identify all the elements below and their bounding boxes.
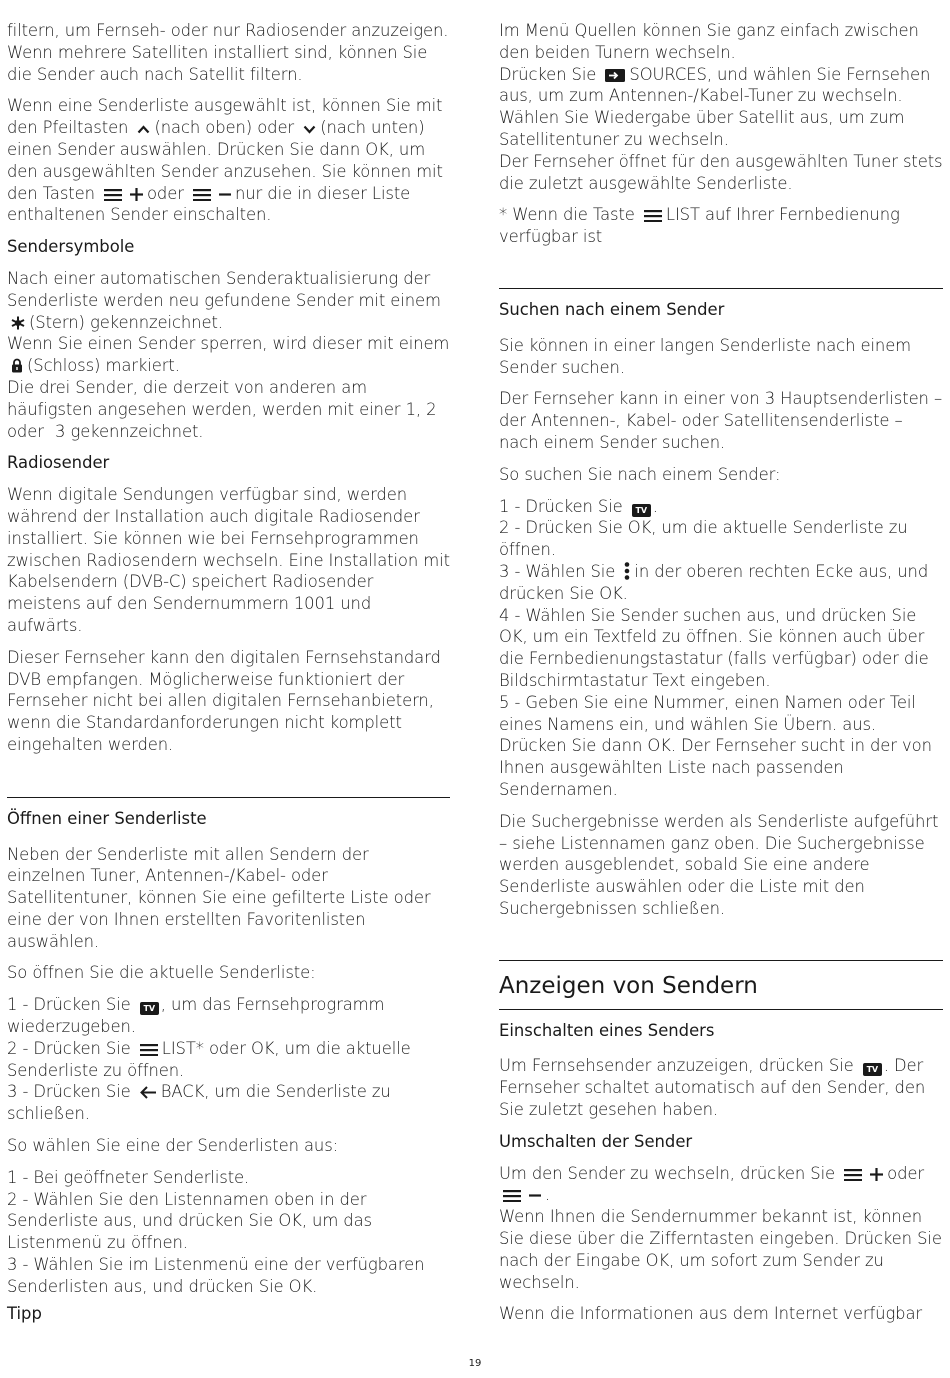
tv-key-icon: TV [140,1002,159,1015]
text: aus, um zum Satellitentuner zu wechseln. [499,108,905,149]
step-text: . Der Fernseher sucht in der von Ihnen ausgewählten Liste nach passenden Sendernamen. [499,736,932,799]
text: Der Fernseher öffnet für den ausgewählten Tuner stets die zuletzt ausgewählte Senderliste. [499,151,943,193]
chevron-up-icon [137,124,150,135]
text: nur die in dieser Liste enthaltenen Sender einschalten. [7,183,411,225]
sources-icon [605,69,625,82]
chapter-divider [499,960,943,961]
text: Wenn eine Senderliste ausgewählt ist, können Sie mit den Pfeiltasten [7,96,443,138]
section-divider [499,288,943,289]
paragraph: Neben der Senderliste mit allen Sendern der einzelnen Tuner, Antennen-/Kabel- oder Satellitentuner, können Sie eine gefilterte Liste oder eine der von Ihnen erstellten Favoritenlisten auswählen. [7,844,431,951]
step-text: , um die Senderliste zu schließen. [7,1082,391,1124]
text: (nach oben) oder [154,118,295,138]
list-icon [140,1044,158,1056]
left-column [7,20,450,1334]
list-icon [844,1169,862,1181]
text: (Stern) gekennzeichnet. [29,312,223,332]
menu-option: Sender suchen [620,605,742,625]
ok-key-label: OK [278,1211,302,1231]
text: Um Fernsehsender anzuzeigen, drücken Sie [499,1056,854,1076]
list-icon [503,1190,521,1202]
paragraph: Der Fernseher kann in einer von 3 Hauptsenderlisten – der Antennen-, Kabel- oder Satellitensenderliste – nach einem Sender suchen. [499,389,943,452]
step-text: . [622,583,628,603]
step-text: , um das Fernsehprogramm wiederzugeben. [7,995,385,1037]
text: oder [7,421,44,441]
section-heading-switch-on: Einschalten eines Senders [499,1020,715,1040]
text: Wenn Sie einen Sender sperren, wird dieser mit einem [7,334,450,354]
text: Drücken Sie [499,64,597,84]
ok-key-label: OK [250,1038,275,1058]
text: , um den ausgewählten Sender anzusehen. Sie können mit den Tasten [7,139,443,203]
text: (Schloss) markiert. [27,356,180,376]
paragraph-switch-on [499,1055,943,1120]
key-label: SOURCES [629,64,707,84]
step-text: 3 - Wählen Sie [499,561,616,581]
ok-key-label: OK [627,518,652,538]
text: , und wählen Sie [706,64,842,84]
paragraph: filtern, um Fernseh- oder nur Radiosender anzuzeigen. Wenn mehrere Satelliten installiert sind, können Sie die Sender auch nach Satellit filtern. [7,21,449,84]
step-text: , um die aktuelle Senderliste zu öffnen. [7,1038,411,1080]
ok-key-label: OK [645,1250,670,1270]
step-text: aus. [842,714,877,734]
plus-icon [130,188,143,201]
section-heading-symbols: Sendersymbole [7,237,135,257]
key-label: BACK [160,1082,205,1102]
menu-option: Fernsehen [846,64,931,84]
step-text: 3 - Wählen Sie im Listenmenü eine der verfügbaren Senderlisten aus, und drücken Sie [7,1255,425,1296]
step-text: 1 - Bei geöffneter Senderliste. [7,1167,250,1187]
key-label: LIST* [161,1038,204,1058]
tip-heading: Tipp [7,1303,42,1323]
tv-key-icon: TV [863,1063,882,1076]
step-text: 3 - Drücken Sie [7,1082,131,1102]
paragraph-sources [499,20,943,194]
tv-key-icon: TV [632,504,651,517]
section-heading-search: Suchen nach einem Sender [499,299,725,319]
list-icon [644,210,662,222]
paragraph: Wenn die Informationen aus dem Internet verfügbar [499,1304,923,1324]
list-icon [193,189,211,201]
plus-icon [870,1168,883,1181]
menu-name: Quellen [574,21,637,40]
step-text: 2 - Drücken Sie [499,518,623,538]
section-divider [7,797,450,798]
text: . Der Fernseher schaltet automatisch auf den Sender, den Sie zuletzt gesehen haben. [499,1056,926,1120]
section-divider [499,1009,943,1010]
text: aus, um zum Antennen-/Kabel-Tuner zu wechseln. Wählen Sie [499,86,903,128]
menu-option: Übern. [783,714,838,734]
paragraph-switch-channel [499,1163,943,1294]
ok-key-label: OK [647,736,671,756]
rank-label-3: 3 [54,421,66,441]
section-heading-switch-channel: Umschalten der Sender [499,1131,693,1151]
page-number: 19 [468,1358,482,1369]
text: Nach einer automatischen Senderaktualisierung der Senderliste werden neu gefundene Sender mit einem [7,268,441,310]
step-text: . [312,1276,318,1296]
minus-icon [219,188,231,201]
step-text: 2 - Drücken Sie [7,1038,131,1058]
paragraph-arrow-keys [7,95,450,226]
paragraph: Die Suchergebnisse werden als Senderliste aufgeführt – siehe Listennamen ganz oben. Die Suchergebnisse werden ausgeblendet, sobald Sie eine andere Senderliste auswählen oder die Liste mit den Suchergebnissen schließen. [499,811,939,918]
text: oder [147,183,184,203]
chevron-down-icon [303,124,316,135]
text: . [545,1185,551,1205]
text: (nach unten) einen Sender auswählen. Drücken Sie dann [7,118,425,159]
steps-open-list [7,994,450,1125]
step-text: Drücken Sie dann [499,736,643,756]
step-text: . [652,496,658,516]
step-text: , um das Listenmenü zu öffnen. [7,1211,372,1253]
key-label: LIST [665,205,700,225]
paragraph: Dieser Fernseher kann den digitalen Fernsehstandard DVB empfangen. Möglicherweise funktioniert der Fernseher nicht bei allen digitalen Fernsehanbietern, wenn die Standardanforderungen nicht komplett eingehalten werden. [7,647,441,754]
text: , um sofort zum Sender zu wechseln. [499,1250,884,1292]
ok-key-label: OK [288,1276,313,1296]
step-text: 2 - Wählen Sie den Listennamen oben in der Senderliste aus, und drücken Sie [7,1189,367,1231]
rank-label-2: 2 [426,399,437,419]
paragraph: So wählen Sie eine der Senderlisten aus: [7,1136,339,1156]
step-text: 5 - Geben Sie eine Nummer, einen Namen oder Teil eines Namens ein, und wählen Sie [499,692,916,734]
text: Um den Sender zu wechseln, drücken Sie [499,1163,836,1183]
text: oder [887,1163,925,1183]
star-icon [11,316,25,330]
text: auf Ihrer Fernbedienung verfügbar ist [499,205,900,247]
step-text: aus, und drücken Sie [746,605,917,625]
step-text: oder [208,1038,246,1058]
rank-label-1: 1 [405,399,416,419]
footnote [499,204,943,248]
paragraph: So öffnen Sie die aktuelle Senderliste: [7,963,316,983]
chapter-title: Anzeigen von Sendern [499,972,758,999]
text: können Sie ganz einfach zwischen den beiden Tunern wechseln. [499,21,919,62]
right-column [499,20,943,1325]
step-text: in der oberen rechten Ecke aus, und drücken Sie [499,561,929,603]
paragraph-symbols: Nach einer automatischen Senderaktualisierung der Senderliste werden neu gefundene Sender mit einem (Stern) gekennzeichnet. Wenn Sie einen Sender sperren, wird dieser mit einem (Schloss) markiert. Die drei Sender, die derzeit von anderen am häufigsten angesehen werden, werden mit einer 1, 2 oder 3 gekennzeichnet. [7,268,450,441]
section-heading-radio: Radiosender [7,453,110,473]
step-text: 1 - Drücken Sie [7,995,131,1015]
text: Die drei Sender, die derzeit von anderen am häufigsten angesehen werden, werden mit einer [7,377,401,419]
more-options-icon [624,562,630,580]
text: Wenn Ihnen die Sendernummer bekannt ist, können Sie diese über die Zifferntasten eingeben. Drücken Sie nach der Eingabe [499,1207,942,1270]
step-text: 4 - Wählen Sie [499,605,616,625]
list-icon [104,189,122,201]
ok-key-label: OK [499,627,523,647]
steps-select-list [7,1167,450,1298]
paragraph: So suchen Sie nach einem Sender: [499,464,781,484]
paragraph: Wenn digitale Sendungen verfügbar sind, werden während der Installation auch digitale Radiosender installiert. Sie können wie bei Fernsehprogrammen zwischen Radiosendern wechseln. Eine Installation mit Kabelsendern (DVB-C) speichert Radiosender meistens auf den Sendernummern 1001 und aufwärts. [7,485,450,635]
back-arrow-icon [140,1086,157,1099]
section-heading-open-list: Öffnen einer Senderliste [7,808,207,828]
step-text: , um ein Textfeld zu öffnen. Sie können auch über die Fernbedienungstastatur (falls verfügbar) oder die Bildschirmtastatur Text eingeben. [499,627,929,690]
step-text: , um die aktuelle Senderliste zu öffnen. [499,518,908,560]
ok-key-label: OK [365,139,389,159]
step-text: 1 - Drücken Sie [499,496,623,516]
ok-key-label: OK [599,583,623,603]
text: * Wenn die Taste [499,205,635,225]
menu-option: Wiedergabe über Satellit [594,108,795,128]
minus-icon [529,1189,541,1202]
text: Im Menü [499,21,570,40]
steps-search [499,496,943,801]
lock-icon [11,358,23,373]
text: gekennzeichnet. [70,421,204,441]
paragraph: Sie können in einer langen Senderliste nach einem Sender suchen. [499,335,912,377]
